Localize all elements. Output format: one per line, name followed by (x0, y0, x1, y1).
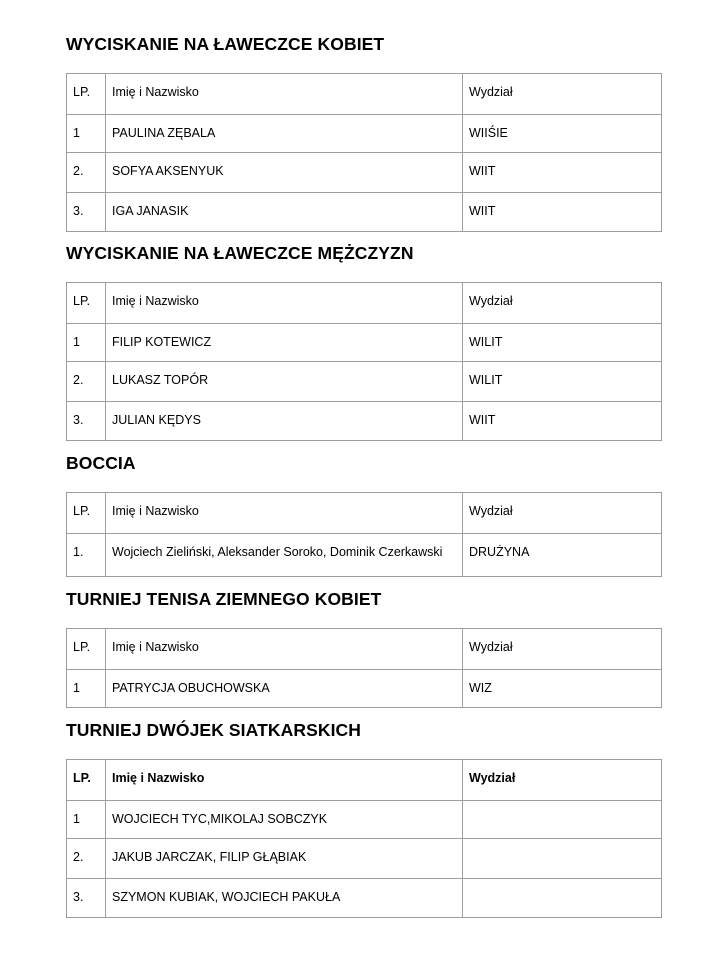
table-header-row (67, 629, 662, 670)
cell-name: IGA JANASIK (106, 193, 463, 232)
cell-name: FILIP KOTEWICZ (106, 324, 463, 362)
cell-faculty: WIZ (463, 670, 662, 708)
cell-name: SOFYA AKSENYUK (106, 153, 463, 193)
cell-lp: 2. (67, 362, 106, 402)
section-title: TURNIEJ DWÓJEK SIATKARSKICH (66, 720, 362, 740)
cell-name: JULIAN KĘDYS (106, 402, 463, 441)
results-table-bench-press-women (66, 73, 662, 232)
cell-lp: 1 (67, 324, 106, 362)
cell-name: PATRYCJA OBUCHOWSKA (106, 670, 463, 708)
cell-faculty: WIIT (463, 153, 662, 193)
column-header-lp: LP. (67, 283, 106, 324)
column-header-faculty: Wydział (463, 760, 662, 801)
column-header-faculty: Wydział (463, 74, 662, 115)
cell-name: JAKUB JARCZAK, FILIP GŁĄBIAK (106, 839, 463, 879)
cell-lp: 1. (67, 534, 106, 577)
table-row (67, 801, 662, 839)
cell-faculty: WILIT (463, 362, 662, 402)
table-row (67, 362, 662, 402)
table-row (67, 534, 662, 577)
column-header-lp: LP. (67, 629, 106, 670)
results-table-boccia (66, 492, 662, 577)
cell-name: Wojciech Zieliński, Aleksander Soroko, Dominik Czerkawski (106, 534, 463, 577)
column-header-name: Imię i Nazwisko (106, 629, 463, 670)
section-title: BOCCIA (66, 453, 136, 473)
cell-faculty: WILIT (463, 324, 662, 362)
results-table-bench-press-men (66, 282, 662, 441)
cell-faculty: WIIT (463, 402, 662, 441)
cell-lp: 2. (67, 839, 106, 879)
cell-name: PAULINA ZĘBALA (106, 115, 463, 153)
column-header-name: Imię i Nazwisko (106, 283, 463, 324)
column-header-faculty: Wydział (463, 493, 662, 534)
column-header-lp: LP. (67, 74, 106, 115)
cell-lp: 1 (67, 670, 106, 708)
cell-lp: 3. (67, 193, 106, 232)
cell-lp: 3. (67, 879, 106, 918)
cell-lp: 1 (67, 801, 106, 839)
cell-name: SZYMON KUBIAK, WOJCIECH PAKUŁA (106, 879, 463, 918)
cell-faculty (463, 879, 662, 918)
table-header-row (67, 760, 662, 801)
section-title: WYCISKANIE NA ŁAWECZCE MĘŻCZYZN (66, 243, 414, 263)
table-row (67, 879, 662, 918)
table-row (67, 402, 662, 441)
cell-faculty: DRUŻYNA (463, 534, 662, 577)
cell-lp: 2. (67, 153, 106, 193)
cell-faculty (463, 801, 662, 839)
table-header-row (67, 283, 662, 324)
column-header-lp: LP. (67, 760, 106, 801)
cell-faculty: WIIŚIE (463, 115, 662, 153)
table-row (67, 193, 662, 232)
table-header-row (67, 74, 662, 115)
cell-name: WOJCIECH TYC,MIKOLAJ SOBCZYK (106, 801, 463, 839)
cell-faculty (463, 839, 662, 879)
cell-faculty: WIIT (463, 193, 662, 232)
table-row (67, 670, 662, 708)
column-header-name: Imię i Nazwisko (106, 493, 463, 534)
table-row (67, 324, 662, 362)
table-row (67, 839, 662, 879)
table-row (67, 153, 662, 193)
section-title: TURNIEJ TENISA ZIEMNEGO KOBIET (66, 589, 382, 609)
results-table-volleyball-pairs (66, 759, 662, 918)
table-row (67, 115, 662, 153)
results-table-tennis-women (66, 628, 662, 708)
column-header-faculty: Wydział (463, 629, 662, 670)
cell-lp: 3. (67, 402, 106, 441)
cell-name: LUKASZ TOPÓR (106, 362, 463, 402)
column-header-faculty: Wydział (463, 283, 662, 324)
column-header-name: Imię i Nazwisko (106, 760, 463, 801)
column-header-lp: LP. (67, 493, 106, 534)
table-header-row (67, 493, 662, 534)
column-header-name: Imię i Nazwisko (106, 74, 463, 115)
cell-lp: 1 (67, 115, 106, 153)
section-title: WYCISKANIE NA ŁAWECZCE KOBIET (66, 34, 385, 54)
